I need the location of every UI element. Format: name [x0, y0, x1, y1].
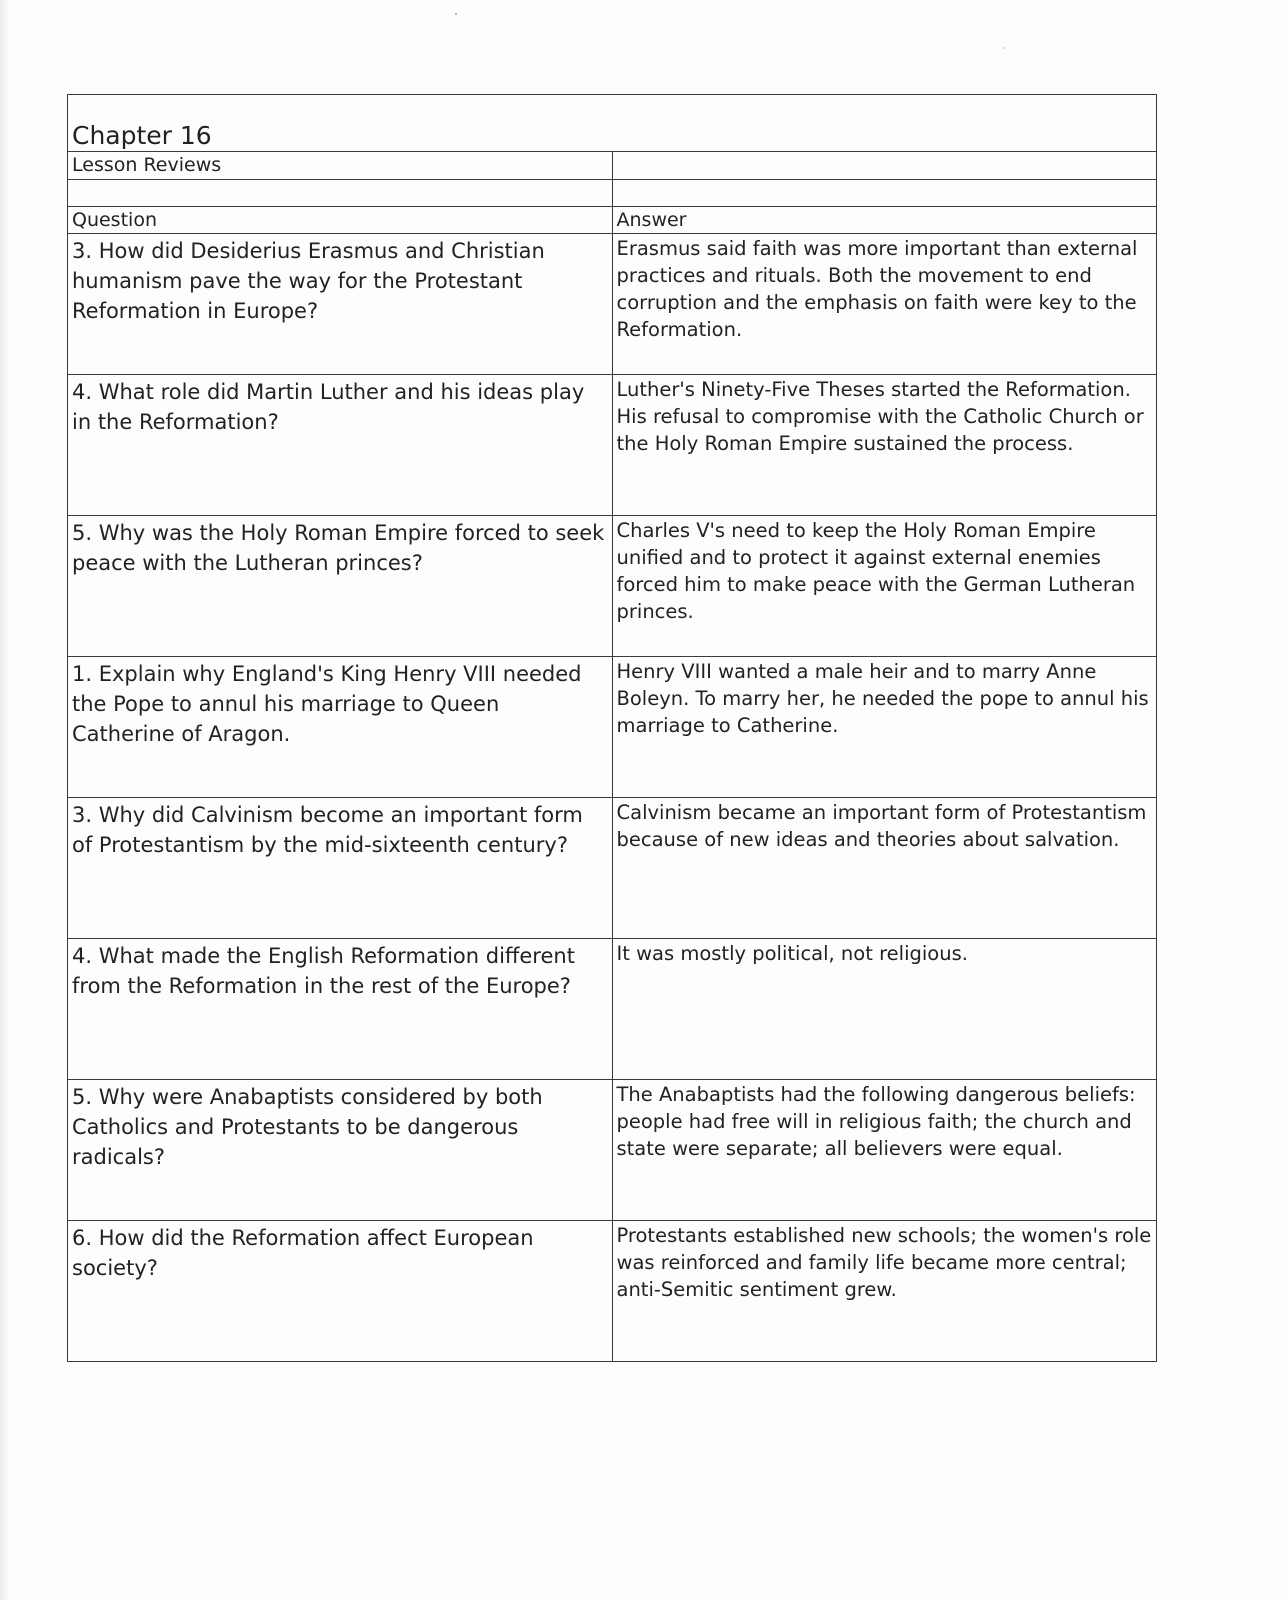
question-text: 3. How did Desiderius Erasmus and Christian humanism pave the way for the Protestant Reformation in Europe? — [72, 239, 545, 323]
column-header-row — [68, 207, 1157, 234]
empty-cell — [612, 180, 1157, 207]
title-row — [68, 95, 1157, 152]
table-row — [68, 516, 1157, 657]
empty-cell — [612, 152, 1157, 180]
question-cell — [68, 516, 613, 657]
subtitle-row — [68, 152, 1157, 180]
empty-cell — [68, 180, 613, 207]
question-cell — [68, 375, 613, 516]
answer-cell — [612, 375, 1157, 516]
answer-text: Luther's Ninety-Five Theses started the Reformation. His refusal to compromise with the Catholic Church or the Holy Roman Empire sustained the process. — [616, 378, 1144, 455]
scan-edge-shadow — [0, 0, 10, 1600]
answer-text: Henry VIII wanted a male heir and to marry Anne Boleyn. To marry her, he needed the pope to annul his marriage to Catherine. — [616, 660, 1149, 737]
answer-cell — [612, 1221, 1157, 1362]
section-title: Lesson Reviews — [68, 152, 613, 180]
table-row — [68, 1080, 1157, 1221]
question-column-header: Question — [68, 207, 613, 234]
answer-text: Erasmus said faith was more important than external practices and rituals. Both the movement to end corruption and the emphasis on faith were key to the Reformation. — [616, 237, 1138, 341]
answer-column-header: Answer — [612, 207, 1157, 234]
empty-row — [68, 180, 1157, 207]
lesson-review-table — [67, 94, 1157, 1362]
table-row — [68, 798, 1157, 939]
question-cell — [68, 798, 613, 939]
answer-cell — [612, 657, 1157, 798]
answer-cell — [612, 939, 1157, 1080]
question-text: 3. Why did Calvinism become an important form of Protestantism by the mid-sixteenth century? — [72, 803, 583, 857]
question-cell — [68, 1080, 613, 1221]
scan-speck — [455, 13, 457, 15]
scan-speck — [1003, 47, 1005, 49]
answer-text: Calvinism became an important form of Protestantism because of new ideas and theories about salvation. — [616, 801, 1147, 851]
answer-text: The Anabaptists had the following dangerous beliefs: people had free will in religious faith; the church and state were separate; all believers were equal. — [616, 1083, 1136, 1160]
answer-text: Charles V's need to keep the Holy Roman Empire unified and to protect it against external enemies forced him to make peace with the German Lutheran princes. — [616, 519, 1136, 623]
question-text: 5. Why was the Holy Roman Empire forced to seek peace with the Lutheran princes? — [72, 521, 605, 575]
question-text: 5. Why were Anabaptists considered by both Catholics and Protestants to be dangerous radicals? — [72, 1085, 543, 1169]
answer-cell — [612, 798, 1157, 939]
answer-cell — [612, 234, 1157, 375]
table-row — [68, 1221, 1157, 1362]
table-row — [68, 375, 1157, 516]
question-text: 4. What made the English Reformation different from the Reformation in the rest of the Europe? — [72, 944, 575, 998]
question-cell — [68, 234, 613, 375]
answer-text: It was mostly political, not religious. — [616, 942, 968, 965]
answer-cell — [612, 1080, 1157, 1221]
table-row — [68, 657, 1157, 798]
question-text: 4. What role did Martin Luther and his ideas play in the Reformation? — [72, 380, 585, 434]
answer-text: Protestants established new schools; the women's role was reinforced and family life became more central; anti-Semitic sentiment grew. — [616, 1224, 1152, 1301]
chapter-title: Chapter 16 — [68, 95, 1157, 152]
table-row — [68, 939, 1157, 1080]
answer-cell — [612, 516, 1157, 657]
question-cell — [68, 939, 613, 1080]
question-text: 6. How did the Reformation affect European society? — [72, 1226, 534, 1280]
question-cell — [68, 1221, 613, 1362]
question-text: 1. Explain why England's King Henry VIII needed the Pope to annul his marriage to Queen Catherine of Aragon. — [72, 662, 582, 746]
table-row — [68, 234, 1157, 375]
question-cell — [68, 657, 613, 798]
